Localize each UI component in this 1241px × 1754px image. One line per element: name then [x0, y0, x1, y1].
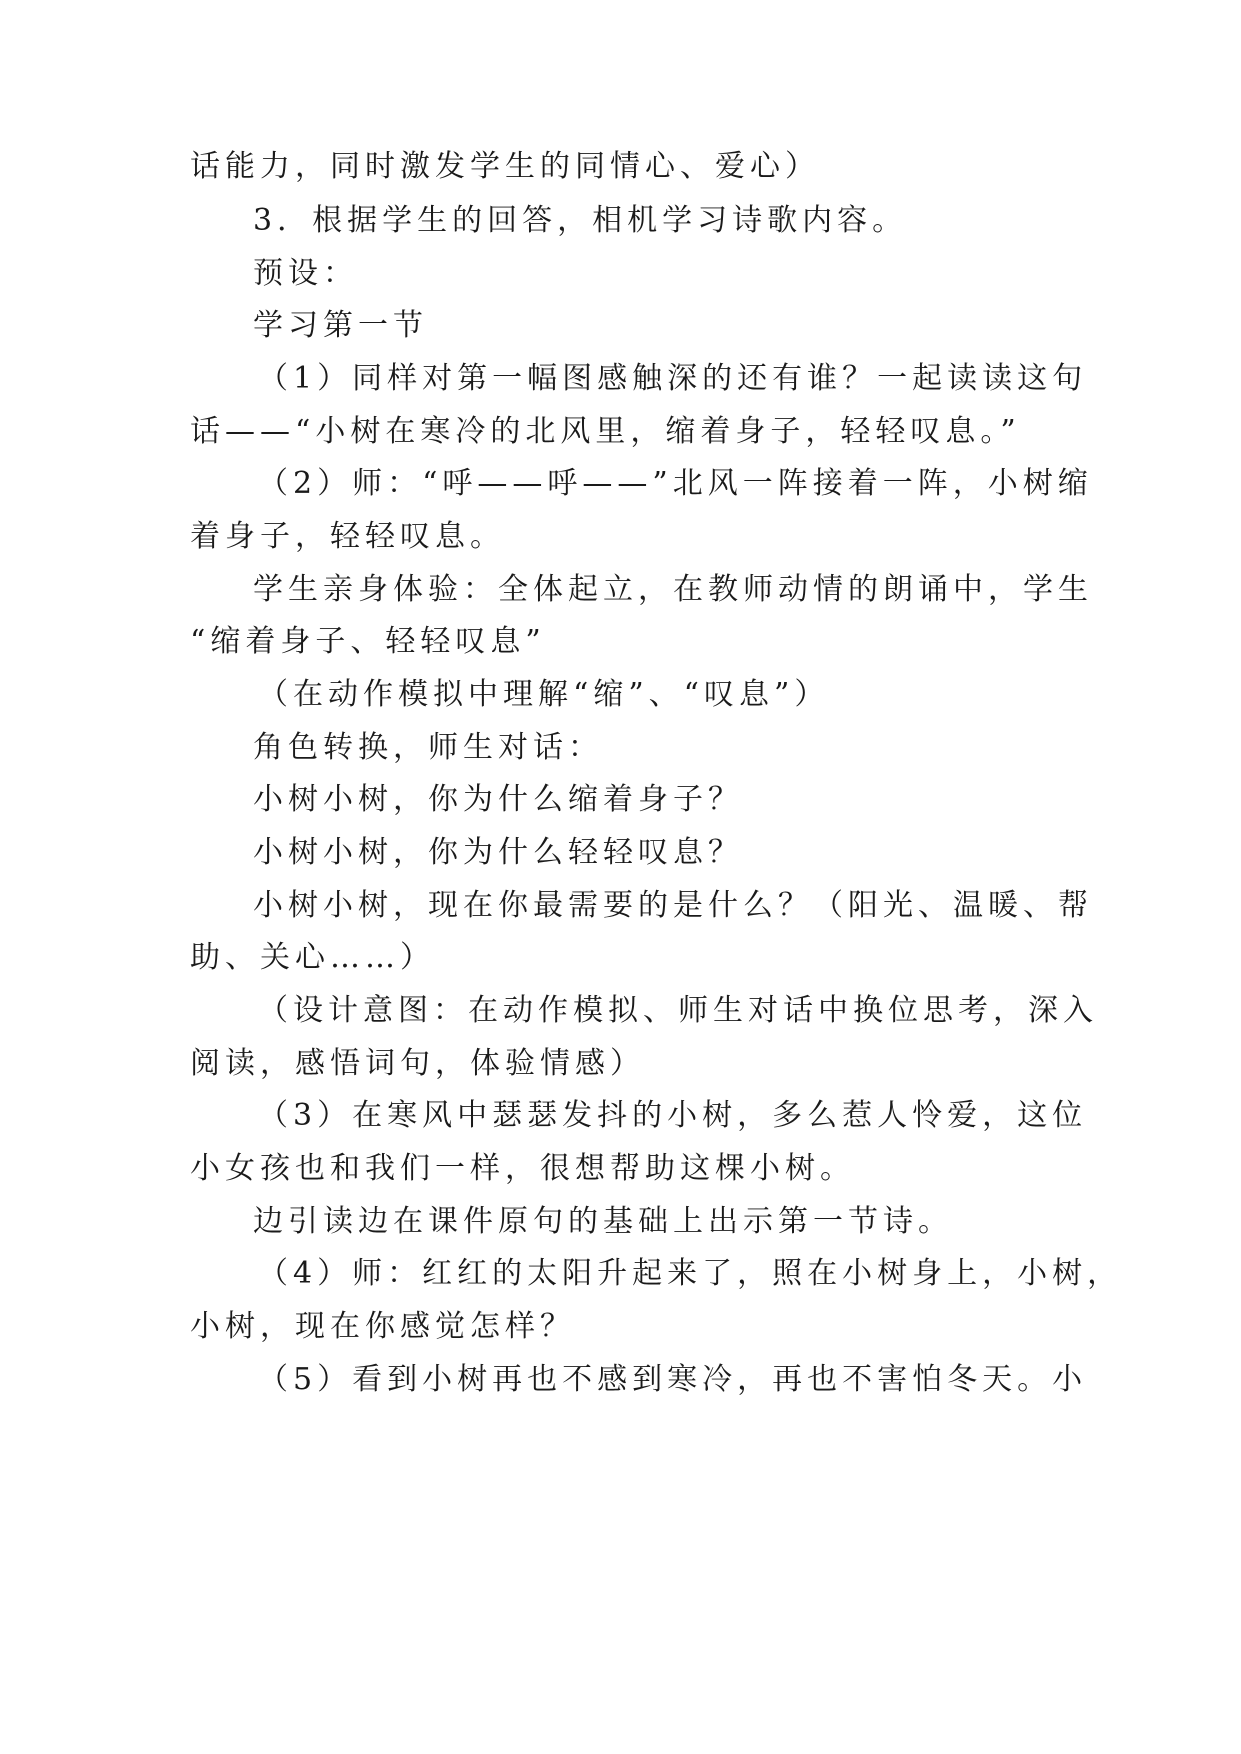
- text-line: （3）在寒风中瑟瑟发抖的小树，多么惹人怜爱，这位: [258, 1098, 1088, 1133]
- text-line: 小树，现在你感觉怎样？: [190, 1309, 575, 1344]
- text-line: 学习第一节: [253, 308, 428, 343]
- text-line: 着身子，轻轻叹息。: [190, 519, 505, 554]
- text-line: 角色转换，师生对话：: [253, 730, 603, 765]
- text-line: 边引读边在课件原句的基础上出示第一节诗。: [253, 1204, 953, 1239]
- text-line: 学生亲身体验：全体起立，在教师动情的朗诵中，学生: [253, 572, 1093, 607]
- text-line: （2）师：“呼——呼——”北风一阵接着一阵，小树缩: [258, 466, 1093, 501]
- text-line: 话能力，同时激发学生的同情心、爱心）: [190, 149, 820, 184]
- text-line: （4）师：红红的太阳升起来了，照在小树身上，小树，: [258, 1256, 1123, 1291]
- text-line: “缩着身子、轻轻叹息”: [190, 624, 546, 659]
- text-line: 助、关心……）: [190, 940, 435, 975]
- text-line: 预设：: [253, 256, 358, 291]
- text-line: 3．根据学生的回答，相机学习诗歌内容。: [253, 203, 908, 238]
- text-line: （设计意图：在动作模拟、师生对话中换位思考，深入: [258, 993, 1098, 1028]
- text-line: （1）同样对第一幅图感触深的还有谁？一起读读这句: [258, 361, 1088, 396]
- text-line: 话——“小树在寒冷的北风里，缩着身子，轻轻叹息。”: [190, 414, 1021, 449]
- text-line: （在动作模拟中理解“缩”、“叹息”）: [258, 677, 830, 712]
- text-line: 阅读，感悟词句，体验情感）: [190, 1046, 645, 1081]
- text-line: 小树小树，你为什么缩着身子？: [253, 782, 743, 817]
- text-line: （5）看到小树再也不感到寒冷，再也不害怕冬天。小: [258, 1362, 1088, 1397]
- text-line: 小树小树，现在你最需要的是什么？（阳光、温暖、帮: [253, 888, 1093, 923]
- text-line: 小女孩也和我们一样，很想帮助这棵小树。: [190, 1151, 855, 1186]
- text-line: 小树小树，你为什么轻轻叹息？: [253, 835, 743, 870]
